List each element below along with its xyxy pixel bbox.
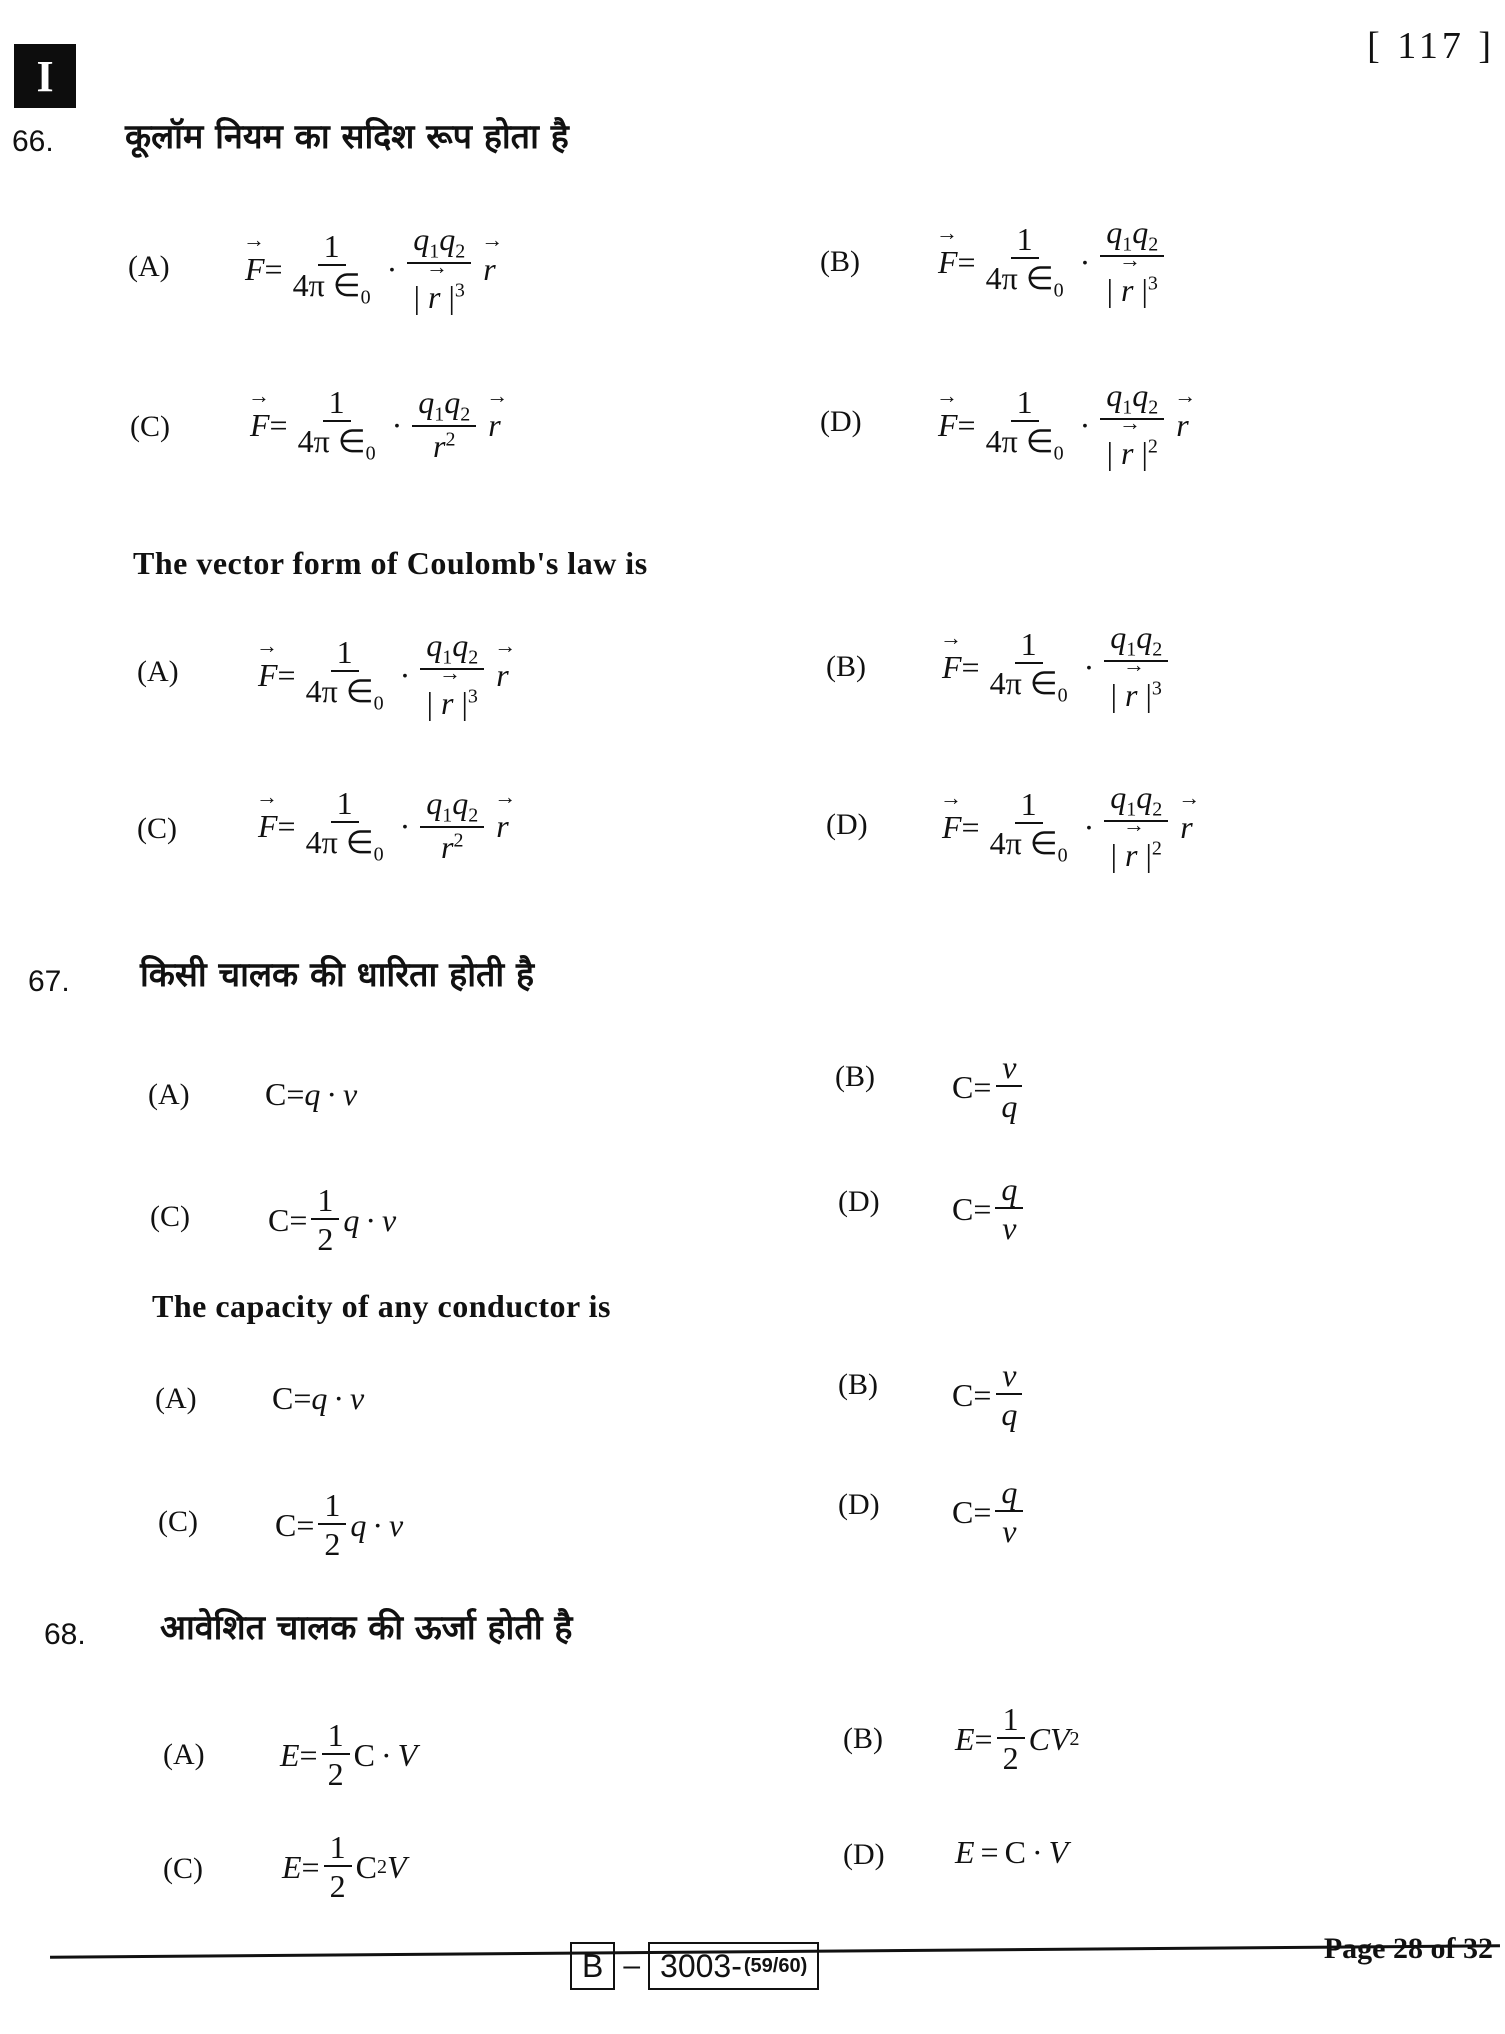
fraction [984,627,1074,708]
q: q [452,785,469,821]
c: C [355,1849,377,1886]
v: V [386,1849,407,1886]
abs-bar: | [1110,837,1118,874]
sub: 1 [1126,798,1137,821]
q: q [1132,214,1149,250]
code-suffix: (59/60) [743,1954,808,1977]
abs-bar: | [1110,677,1118,714]
sub: 2 [468,804,479,827]
fraction [407,222,471,317]
v: v [389,1507,404,1544]
q: q [452,627,469,663]
q: q [413,221,430,257]
q: q [444,384,461,420]
q: q [1106,214,1123,250]
e: E [955,1834,975,1870]
option-label[interactable]: (A) [128,250,170,283]
option-label[interactable]: (D) [843,1838,885,1871]
equals: = [980,1834,999,1870]
option-label[interactable]: (C) [137,812,177,845]
sub: 2 [460,403,471,426]
question-text-hindi: आवेशित चालक की ऊर्जा होती है [160,1608,573,1648]
equals: = [301,1849,320,1886]
q: q [1132,377,1149,413]
abs-bar: | [413,279,421,316]
equals: = [961,808,980,845]
abs-bar: | [1145,837,1152,874]
dot: · [1079,243,1091,280]
sub: 2 [1152,638,1163,661]
r-vector: → r [441,684,453,722]
sub: 1 [1126,638,1137,661]
exponent: 2 [453,829,464,852]
c: C [1004,1834,1026,1870]
equals: = [974,1721,993,1758]
abs-bar: | [426,685,434,722]
dot: · [1079,406,1091,443]
subscript: 0 [1053,279,1064,302]
e: E [955,1721,975,1758]
fraction [412,385,476,466]
dot: · [399,656,411,693]
force-symbol: → F [250,407,270,444]
dot: · [372,1507,384,1544]
r-vector: → r [428,278,440,316]
fraction [1100,378,1164,473]
r: r [441,829,454,866]
equals: = [961,648,980,685]
r-vector: → r [1180,809,1192,846]
sub: 2 [1148,233,1159,256]
denominator: 2 [329,1868,346,1905]
c: C [952,1377,974,1414]
option-label[interactable]: (A) [148,1078,190,1111]
numerator: 1 [323,385,351,422]
equals: = [957,406,976,443]
dot: · [399,807,411,844]
r-vector: → r [496,657,508,694]
r-vector: → r [496,808,508,845]
option-formula-b [955,1702,1079,1778]
c: C [952,1069,974,1106]
fraction [287,229,377,310]
fraction [980,222,1070,303]
numerator: 1 [1011,385,1039,422]
fraction [1104,780,1168,875]
option-label[interactable]: (B) [820,245,860,278]
option-label[interactable]: (D) [820,405,862,438]
question-number: 67. [28,965,70,998]
denominator: 4π ∈ [297,423,366,460]
c: C [952,1191,974,1228]
option-formula-c [258,786,509,867]
equals: = [264,250,283,287]
c: C [353,1737,375,1774]
fraction [420,786,484,867]
v: v [382,1202,397,1239]
dot: · [365,1202,377,1239]
sub: 2 [468,646,479,669]
option-label[interactable]: (C) [130,410,170,443]
question-text-hindi: कूलॉम नियम का सदिश रूप होता है [125,117,569,157]
force-symbol: → F [942,809,962,846]
q: q [426,627,443,663]
option-label[interactable]: (B) [835,1060,875,1093]
fraction [324,1830,352,1906]
fraction [995,1358,1023,1434]
option-formula-a [258,628,509,723]
question-text-english: The vector form of Coulomb's law is [133,545,648,581]
option-formula-b [942,620,1172,715]
q: q [1106,377,1123,413]
v: v [343,1076,358,1112]
numerator: 1 [1011,222,1039,259]
sub: 1 [442,646,453,669]
subscript: 0 [1057,684,1068,707]
paper-code [570,1942,819,1990]
sub: 1 [442,804,453,827]
subscript: 0 [365,442,376,465]
exponent: 2 [445,428,456,451]
denominator: 4π ∈ [305,673,374,710]
numerator: 1 [331,786,359,823]
equals: = [957,243,976,280]
fraction [1104,620,1168,715]
abs-bar: | [448,279,455,316]
denominator: q [1001,1396,1018,1433]
subscript: 0 [373,843,384,866]
question-number: 68. [44,1618,86,1651]
dot: · [1083,808,1095,845]
equals: = [277,656,296,693]
option-label[interactable]: (D) [826,808,868,841]
option-formula-c [250,385,501,466]
denominator: 4π ∈ [985,423,1054,460]
option-label[interactable]: (D) [838,1488,880,1521]
option-label[interactable]: (A) [155,1382,197,1415]
option-label[interactable]: (D) [838,1185,880,1218]
c: C [1028,1721,1050,1758]
denominator: 4π ∈ [989,665,1058,702]
exponent: 3 [467,685,478,708]
page-number: [ 117 ] [1367,25,1495,67]
option-formula-a [245,222,496,317]
c: C [272,1380,294,1416]
option-formula-d [938,378,1189,473]
q: q [304,1076,321,1112]
option-formula-a [280,1718,417,1794]
r-vector: → r [488,407,500,444]
option-formula-c [268,1183,396,1259]
denominator: 2 [327,1756,344,1793]
denominator: v [1002,1513,1017,1550]
sub: 1 [1122,396,1133,419]
sub: 1 [429,240,440,263]
sub: 2 [1152,798,1163,821]
denominator: 4π ∈ [989,825,1058,862]
numerator: 1 [322,1718,350,1755]
force-symbol: → F [938,244,958,281]
question-text-english: The capacity of any conductor is [152,1288,611,1324]
equals: = [269,406,288,443]
fraction [300,635,390,716]
numerator: q [995,1475,1023,1512]
option-formula-c [275,1488,403,1564]
dot: · [333,1380,345,1416]
denominator: v [1002,1210,1017,1247]
r-vector: → r [1125,676,1137,714]
numerator: v [996,1050,1022,1087]
force-symbol: → F [942,649,962,686]
sub: 1 [434,403,445,426]
series-box: B [570,1942,615,1990]
code: 3003- [660,1947,742,1984]
exponent: 3 [1151,677,1162,700]
option-formula-a [272,1380,364,1417]
e: E [280,1737,300,1774]
option-label[interactable]: (B) [843,1722,883,1755]
fraction [995,1172,1023,1248]
exponent: 3 [454,279,465,302]
fraction [980,385,1070,466]
c: C [265,1076,287,1112]
force-symbol: → F [245,251,265,288]
fraction [1100,215,1164,310]
equals: = [289,1202,308,1239]
question-text-hindi: किसी चालक की धारिता होती है [140,955,535,995]
r-vector: → r [1121,271,1133,309]
numerator: 1 [997,1702,1025,1739]
fraction [995,1050,1023,1126]
q: q [350,1507,367,1544]
fraction [420,628,484,723]
set-code-badge: I [14,44,76,108]
exponent: 2 [1147,435,1158,458]
r: r [433,428,446,465]
exponent: 3 [1147,272,1158,295]
fraction [292,385,382,466]
abs-bar: | [461,685,468,722]
v: V [397,1737,418,1774]
fraction [995,1475,1023,1551]
option-formula-b [938,215,1168,310]
r-vector: → r [483,251,495,288]
dot: · [391,406,403,443]
equals: = [973,1377,992,1414]
option-formula-d [952,1475,1027,1551]
equals: = [299,1737,318,1774]
code-box [648,1942,819,1990]
q: q [1136,619,1153,655]
abs-bar: | [1141,435,1148,472]
equals: = [296,1507,315,1544]
force-symbol: → F [258,657,278,694]
sub: 1 [1122,233,1133,256]
c: C [275,1507,297,1544]
q: q [343,1202,360,1239]
option-formula-a [265,1076,357,1113]
exponent: 2 [1151,837,1162,860]
dot: · [1031,1834,1043,1870]
option-formula-d [952,1172,1027,1248]
option-formula-b [952,1050,1027,1126]
numerator: v [996,1358,1022,1395]
page-footer: Page 28 of 32 [1323,1932,1493,1965]
sub: 2 [1148,396,1159,419]
fraction [300,786,390,867]
dot: · [326,1076,338,1112]
fraction [322,1718,350,1794]
equals: = [293,1380,312,1416]
option-label[interactable]: (C) [150,1200,190,1233]
q: q [418,384,435,420]
subscript: 0 [360,286,371,309]
fraction [997,1702,1025,1778]
r-vector: → r [1125,836,1137,874]
numerator: 1 [1015,627,1043,664]
q: q [1136,779,1153,815]
abs-bar: | [1106,435,1114,472]
fraction [984,787,1074,868]
equals: = [973,1494,992,1531]
dash: – [623,1949,641,1982]
c: C [952,1494,974,1531]
subscript: 0 [373,692,384,715]
option-formula-d [942,780,1193,875]
q: q [1110,619,1127,655]
v: V [1048,1834,1069,1870]
denominator: 4π ∈ [305,824,374,861]
q: q [311,1380,328,1416]
denominator: 4π ∈ [292,267,361,304]
equals: = [277,807,296,844]
option-label[interactable]: (A) [137,655,179,688]
option-formula-d [955,1834,1068,1871]
option-label[interactable]: (C) [158,1505,198,1538]
numerator: 1 [311,1183,339,1220]
question-number: 66. [12,125,54,158]
fraction [311,1183,339,1259]
option-label[interactable]: (B) [826,650,866,683]
c: C [268,1202,290,1239]
dot: · [1083,648,1095,685]
q: q [426,785,443,821]
abs-bar: | [1141,272,1148,309]
subscript: 0 [1053,442,1064,465]
fraction [318,1488,346,1564]
denominator: 4π ∈ [985,260,1054,297]
numerator: 1 [331,635,359,672]
q: q [1110,779,1127,815]
force-symbol: → F [938,407,958,444]
q: q [439,221,456,257]
numerator: q [995,1172,1023,1209]
r-vector: → r [1176,407,1188,444]
subscript: 0 [1057,844,1068,867]
denominator: 2 [324,1526,341,1563]
dot: · [380,1737,392,1774]
denominator: 2 [317,1221,334,1258]
v: v [350,1380,365,1416]
dot: · [386,250,398,287]
equals: = [973,1191,992,1228]
numerator: 1 [324,1830,352,1867]
option-label[interactable]: (A) [163,1738,205,1771]
numerator: 1 [318,1488,346,1525]
denominator: q [1001,1088,1018,1125]
option-label[interactable]: (B) [838,1368,878,1401]
option-formula-c [282,1830,406,1906]
equals: = [286,1076,305,1112]
sub: 2 [455,240,466,263]
exponent: 2 [376,1856,387,1879]
abs-bar: | [1106,272,1114,309]
numerator: 1 [1015,787,1043,824]
r-vector: → r [1121,434,1133,472]
numerator: 1 [318,229,346,266]
option-formula-b [952,1358,1027,1434]
option-label[interactable]: (C) [163,1852,203,1885]
force-symbol: → F [258,808,278,845]
denominator: 2 [1002,1740,1019,1777]
abs-bar: | [1145,677,1152,714]
equals: = [973,1069,992,1106]
exponent: 2 [1069,1728,1080,1751]
e: E [282,1849,302,1886]
v: V [1049,1721,1070,1758]
